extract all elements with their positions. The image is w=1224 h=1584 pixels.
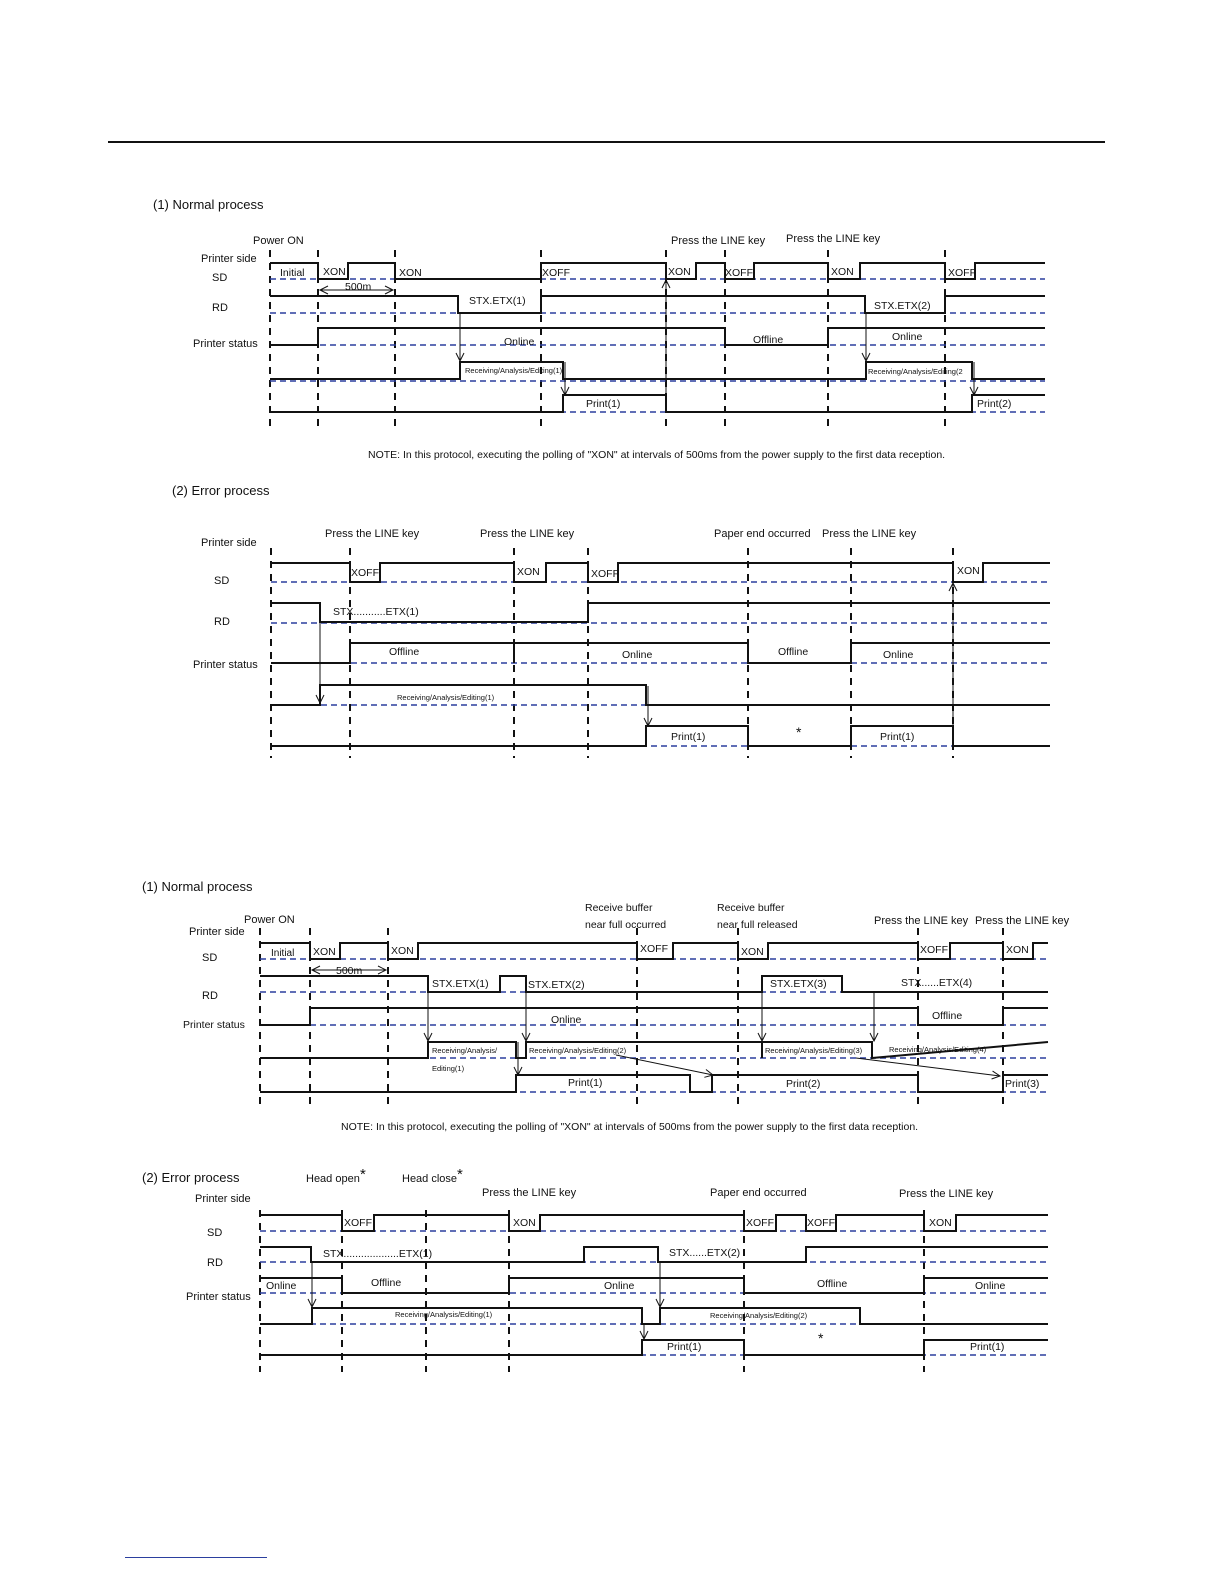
signal-label: STX.ETX(1)	[469, 295, 526, 307]
interval-label: 500m	[336, 965, 363, 977]
asterisk: *	[818, 1330, 824, 1346]
row-label: SD	[214, 575, 230, 587]
status-label: Offline	[371, 1277, 402, 1289]
signal-label: XOFF	[807, 1217, 835, 1229]
signal-label: STX.ETX(1)	[432, 978, 489, 990]
print-label: Print(1)	[586, 398, 621, 410]
event-label: Press the LINE key	[975, 915, 1070, 927]
signal-label: XOFF	[725, 267, 753, 279]
event-label: Press the LINE key	[786, 233, 881, 245]
status-label: Offline	[932, 1010, 963, 1022]
asterisk: *	[360, 1166, 366, 1183]
signal-label: XOFF	[542, 267, 570, 279]
signal-label: STX......ETX(4)	[901, 977, 973, 989]
signal-label: XOFF	[344, 1217, 372, 1229]
event-label: Power ON	[244, 914, 295, 926]
signal-waveform	[260, 1308, 1048, 1324]
row-label: SD	[212, 272, 228, 284]
signal-waveform	[270, 263, 1045, 279]
signal-label: XON	[517, 566, 540, 578]
row-label: RD	[214, 616, 230, 628]
process-label: Receiving/Analysis/Editing(1)	[397, 693, 495, 702]
signal-waveform	[271, 726, 1050, 746]
signal-label: XON	[391, 945, 414, 957]
signal-label: XOFF	[920, 944, 948, 956]
event-label: Press the LINE key	[480, 528, 575, 540]
signal-waveform	[270, 395, 1045, 412]
status-label: Offline	[389, 646, 420, 658]
signal-label: STX.ETX(2)	[874, 300, 931, 312]
signal-label: XOFF	[746, 1217, 774, 1229]
print-label: Print(1)	[568, 1077, 603, 1089]
print-label: Print(1)	[970, 1341, 1005, 1353]
signal-label: XOFF	[948, 267, 976, 279]
process-label: Receiving/Analysis/Editing(2)	[529, 1046, 627, 1055]
row-label: SD	[202, 952, 218, 964]
signal-label: XON	[741, 946, 764, 958]
signal-label: STX...................ETX(1)	[323, 1248, 433, 1260]
signal-waveform	[270, 328, 1045, 345]
print-label: Print(2)	[977, 398, 1012, 410]
row-label: SD	[207, 1227, 223, 1239]
event-label: Press the LINE key	[325, 528, 420, 540]
signal-label: XOFF	[351, 567, 379, 579]
status-label: Offline	[817, 1278, 848, 1290]
signal-label: XON	[929, 1217, 952, 1229]
status-label: Online	[883, 649, 914, 661]
row-label: Printer status	[183, 1019, 245, 1031]
event-label: Receive buffer	[585, 902, 653, 914]
event-label: Receive buffer	[717, 902, 785, 914]
process-label: Receiving/Analysis/Editing(4)	[889, 1045, 987, 1054]
signal-label: STX.ETX(2)	[528, 979, 585, 991]
section-title: (2) Error process	[142, 1170, 240, 1185]
signal-waveform	[271, 643, 1050, 663]
status-label: Online	[622, 649, 653, 661]
status-label: Offline	[753, 334, 784, 346]
print-label: Print(1)	[667, 1341, 702, 1353]
row-label: Printer side	[189, 926, 245, 938]
transition-arrow	[856, 1058, 1000, 1076]
event-label: Paper end occurred	[714, 528, 811, 540]
section-title: (1) Normal process	[142, 879, 253, 894]
signal-waveform	[271, 563, 1050, 582]
event-label: near full occurred	[585, 919, 667, 931]
note: NOTE: In this protocol, executing the polling of "XON" at intervals of 500ms from the power supply to the first data reception.	[341, 1121, 919, 1133]
process-label: Receiving/Analysis/	[432, 1046, 498, 1055]
print-label: Print(2)	[786, 1078, 821, 1090]
print-label: Print(3)	[1005, 1078, 1040, 1090]
row-label: Printer status	[193, 659, 258, 671]
process-label: Editing(1)	[432, 1064, 465, 1073]
signal-waveform	[260, 1340, 1048, 1355]
status-label: Online	[266, 1280, 297, 1292]
event-label: Head close	[402, 1173, 458, 1185]
signal-label: XON	[313, 946, 336, 958]
signal-label: XON	[323, 266, 346, 278]
note: NOTE: In this protocol, executing the polling of "XON" at intervals of 500ms from the power supply to the first data reception.	[368, 449, 946, 461]
process-label: Receiving/Analysis/Editing(3)	[765, 1046, 863, 1055]
signal-label: XON	[957, 565, 980, 577]
row-label: RD	[212, 302, 228, 314]
signal-label: XON	[831, 266, 854, 278]
signal-waveform	[260, 1008, 1048, 1025]
event-label: Press the LINE key	[899, 1188, 994, 1200]
row-label: RD	[207, 1257, 223, 1269]
asterisk: *	[457, 1166, 463, 1183]
signal-label: Initial	[271, 948, 295, 959]
signal-waveform	[271, 685, 1050, 705]
process-label: Receiving/Analysis/Editing(1)	[395, 1310, 493, 1319]
process-label: Receiving/Analysis/Editing(2)	[710, 1311, 808, 1320]
signal-waveform	[260, 1075, 1048, 1092]
row-label: Printer status	[186, 1291, 251, 1303]
event-label: Press the LINE key	[822, 528, 917, 540]
signal-label: Initial	[280, 267, 305, 279]
status-label: Online	[604, 1280, 635, 1292]
status-label: Offline	[778, 646, 809, 658]
signal-label: XON	[1006, 944, 1029, 956]
signal-label: STX...........ETX(1)	[333, 606, 419, 618]
signal-label: STX......ETX(2)	[669, 1247, 741, 1259]
row-label: Printer side	[201, 253, 257, 265]
row-label: RD	[202, 990, 218, 1002]
event-label: near full released	[717, 919, 798, 931]
signal-label: XON	[668, 266, 691, 278]
asterisk: *	[796, 724, 802, 740]
row-label: Printer status	[193, 338, 258, 350]
signal-label: XON	[513, 1217, 536, 1229]
event-label: Head open	[306, 1173, 360, 1185]
print-label: Print(1)	[880, 731, 915, 743]
row-label: Printer side	[201, 537, 257, 549]
interval-label: 500m	[345, 281, 372, 293]
process-label: Receiving/Analysis/Editing(1)	[465, 366, 563, 375]
row-label: Printer side	[195, 1193, 251, 1205]
section-title: (2) Error process	[172, 483, 270, 498]
event-label: Paper end occurred	[710, 1187, 807, 1199]
signal-label: XOFF	[640, 943, 668, 955]
section-title: (1) Normal process	[153, 197, 264, 212]
status-label: Online	[551, 1014, 582, 1026]
signal-label: XOFF	[591, 568, 619, 580]
signal-label: STX.ETX(3)	[770, 978, 827, 990]
status-label: Online	[892, 331, 923, 343]
event-label: Press the LINE key	[874, 915, 969, 927]
status-label: Online	[975, 1280, 1006, 1292]
print-label: Print(1)	[671, 731, 706, 743]
event-label: Press the LINE key	[482, 1187, 577, 1199]
status-label: Online	[504, 336, 535, 348]
event-label: Press the LINE key	[671, 235, 766, 247]
event-label: Power ON	[253, 235, 304, 247]
process-label: Receiving/Analysis/Editing(2	[868, 367, 963, 376]
signal-label: XON	[399, 267, 422, 279]
